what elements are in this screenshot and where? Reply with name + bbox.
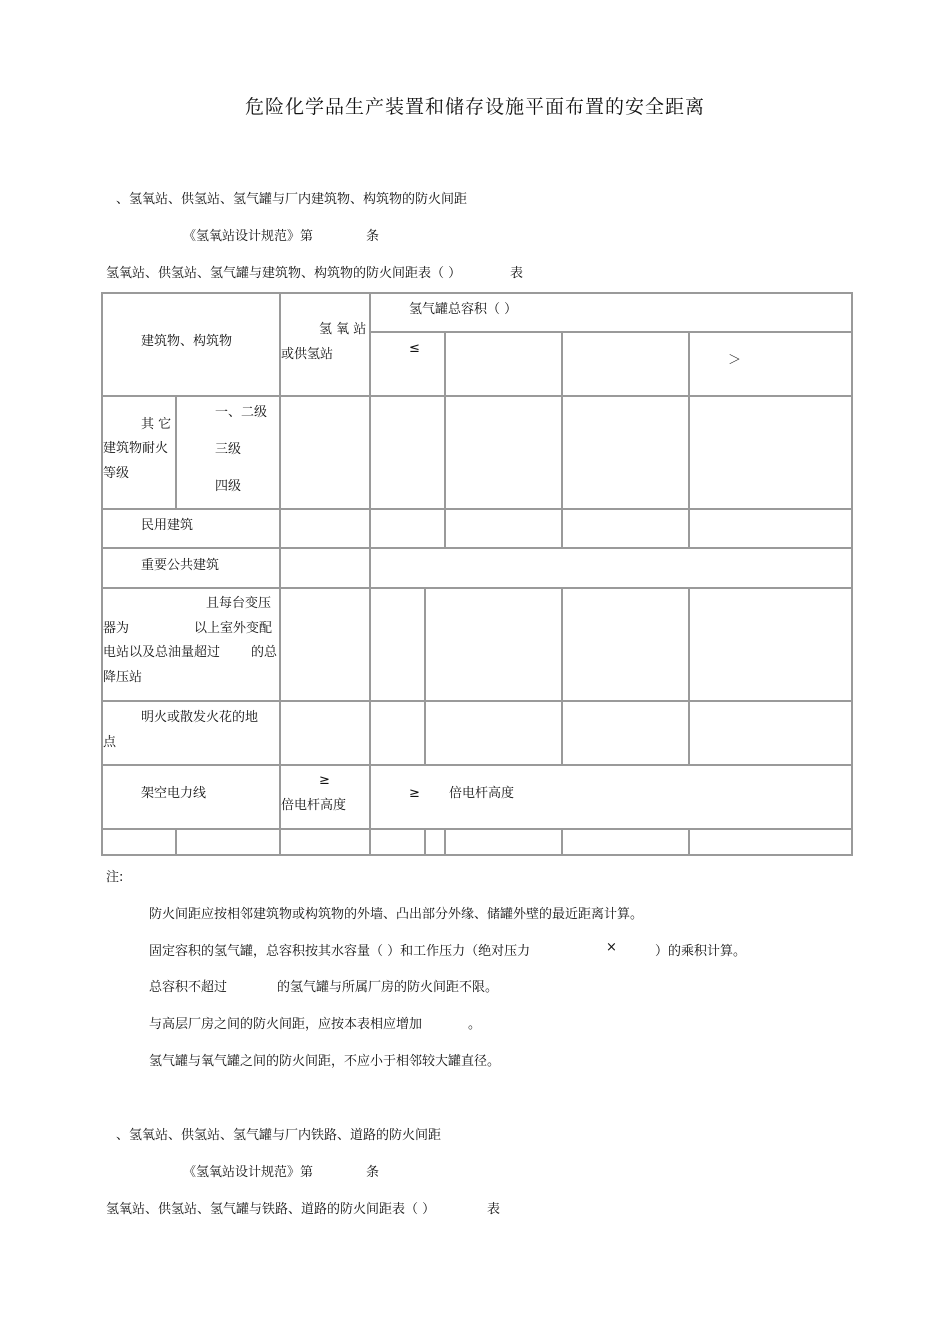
- note-5: 氢气罐与氧气罐之间的防火间距，不应小于相邻较大罐直径。: [149, 1054, 501, 1069]
- notes-label: 注:: [106, 870, 124, 885]
- cell-empty: [370, 396, 445, 509]
- note-2-times: ×: [606, 940, 617, 955]
- cell-empty: [176, 829, 280, 855]
- section2-reference: 《氢氧站设计规范》第: [183, 1165, 314, 1180]
- cell-empty: [445, 509, 562, 548]
- row-other-line1: 其 它: [141, 417, 172, 432]
- cell-empty: [280, 829, 370, 855]
- header-tank-gt: [689, 332, 852, 396]
- power-tank-ge: ≥: [409, 786, 420, 801]
- note-2-end: ）的乘积计算。: [655, 944, 747, 959]
- tank-gt-symbol: ＞: [728, 353, 742, 368]
- section1-table-caption: 氢氧站、供氢站、氢气罐与建筑物、构筑物的防火间距表（ ）: [106, 266, 462, 281]
- cell-empty: [689, 701, 852, 765]
- section1-reference: 《氢氧站设计规范》第: [183, 229, 314, 244]
- grade-2: 三级: [215, 442, 242, 457]
- header-station-line2: 或供氢站: [281, 347, 334, 362]
- row-fire-line1: 明火或散发火花的地: [141, 710, 259, 725]
- grade-3: 四级: [215, 479, 242, 494]
- cell-empty: [280, 588, 370, 701]
- row-civil: [102, 509, 280, 548]
- header-tank-volume-label: 氢气罐总容积（ ）: [409, 302, 518, 317]
- cell-empty: [370, 548, 852, 588]
- row-sub-text1: 且每台变压: [206, 596, 272, 611]
- section1-table-caption-suffix: 表: [510, 266, 524, 281]
- cell-empty: [445, 396, 562, 509]
- row-open-fire: [102, 701, 280, 765]
- page-title: 危险化学品生产装置和储存设施平面布置的安全距离: [244, 96, 705, 118]
- section1-reference-suffix: 条: [366, 229, 380, 244]
- header-station-line1: 氢 氧 站: [319, 322, 367, 337]
- cell-power-station: [280, 765, 370, 829]
- row-public-label: 重要公共建筑: [141, 558, 220, 573]
- header-building: [102, 293, 280, 396]
- row-sub-text2: 器为: [103, 621, 130, 636]
- cell-empty: [689, 588, 852, 701]
- cell-empty: [562, 509, 689, 548]
- cell-empty: [689, 396, 852, 509]
- cell-empty: [280, 701, 370, 765]
- cell-empty: [562, 701, 689, 765]
- cell-empty: [689, 829, 852, 855]
- cell-empty: [562, 588, 689, 701]
- grade-1: 一、二级: [215, 405, 268, 420]
- section2-table-caption: 氢氧站、供氢站、氢气罐与铁路、道路的防火间距表（ ）: [106, 1202, 436, 1217]
- note-4: 与高层厂房之间的防火间距，应按本表相应增加: [149, 1017, 423, 1032]
- cell-empty: [425, 829, 445, 855]
- row-other-line3: 等级: [103, 466, 130, 481]
- cell-empty: [370, 509, 445, 548]
- section1-heading: 、氢氧站、供氢站、氢气罐与厂内建筑物、构筑物的防火间距: [116, 192, 468, 207]
- row-fire-grades: [176, 396, 280, 509]
- fire-distance-table: [101, 292, 853, 856]
- section2-table-caption-suffix: 表: [487, 1202, 501, 1217]
- cell-empty: [102, 829, 176, 855]
- cell-empty: [689, 509, 852, 548]
- row-other-line2: 建筑物耐火: [103, 441, 169, 456]
- power-station-ge: ≥: [319, 773, 330, 788]
- cell-power-tank: [370, 765, 852, 829]
- row-substation: [102, 588, 280, 701]
- cell-empty: [445, 829, 562, 855]
- header-tank-volume: [370, 293, 852, 332]
- row-power-line: [102, 765, 280, 829]
- cell-empty: [562, 829, 689, 855]
- header-station: [280, 293, 370, 396]
- row-sub-text4: 电站以及总油量超过: [103, 645, 221, 660]
- header-tank-col3: [562, 332, 689, 396]
- row-power-label: 架空电力线: [141, 786, 207, 801]
- cell-empty: [425, 701, 562, 765]
- tank-le-symbol: ≤: [409, 341, 420, 356]
- power-tank-height: 倍电杆高度: [449, 786, 515, 801]
- note-4-end: 。: [468, 1017, 482, 1032]
- cell-empty: [280, 396, 370, 509]
- row-fire-line2: 点: [103, 735, 117, 750]
- section2-reference-suffix: 条: [366, 1165, 380, 1180]
- note-3-end: 的氢气罐与所属厂房的防火间距不限。: [277, 980, 499, 995]
- row-sub-text6: 降压站: [103, 670, 143, 685]
- cell-empty: [562, 396, 689, 509]
- row-sub-text3: 以上室外变配: [194, 621, 273, 636]
- cell-empty: [370, 829, 425, 855]
- note-2: 固定容积的氢气罐，总容积按其水容量（ ）和工作压力（绝对压力: [149, 944, 531, 959]
- row-sub-text5: 的总: [251, 645, 278, 660]
- cell-empty: [280, 548, 370, 588]
- note-1: 防火间距应按相邻建筑物或构筑物的外墙、凸出部分外缘、储罐外壁的最近距离计算。: [149, 907, 644, 922]
- header-tank-le: [370, 332, 445, 396]
- power-station-height: 倍电杆高度: [281, 798, 347, 813]
- cell-empty: [370, 588, 425, 701]
- header-building-label: 建筑物、构筑物: [141, 334, 233, 349]
- cell-empty: [370, 701, 425, 765]
- cell-empty: [280, 509, 370, 548]
- header-tank-col2: [445, 332, 562, 396]
- row-civil-label: 民用建筑: [141, 518, 194, 533]
- note-3: 总容积不超过: [149, 980, 228, 995]
- row-public: [102, 548, 280, 588]
- row-other-buildings: [102, 396, 176, 509]
- cell-empty: [425, 588, 562, 701]
- section2-heading: 、氢氧站、供氢站、氢气罐与厂内铁路、道路的防火间距: [116, 1128, 442, 1143]
